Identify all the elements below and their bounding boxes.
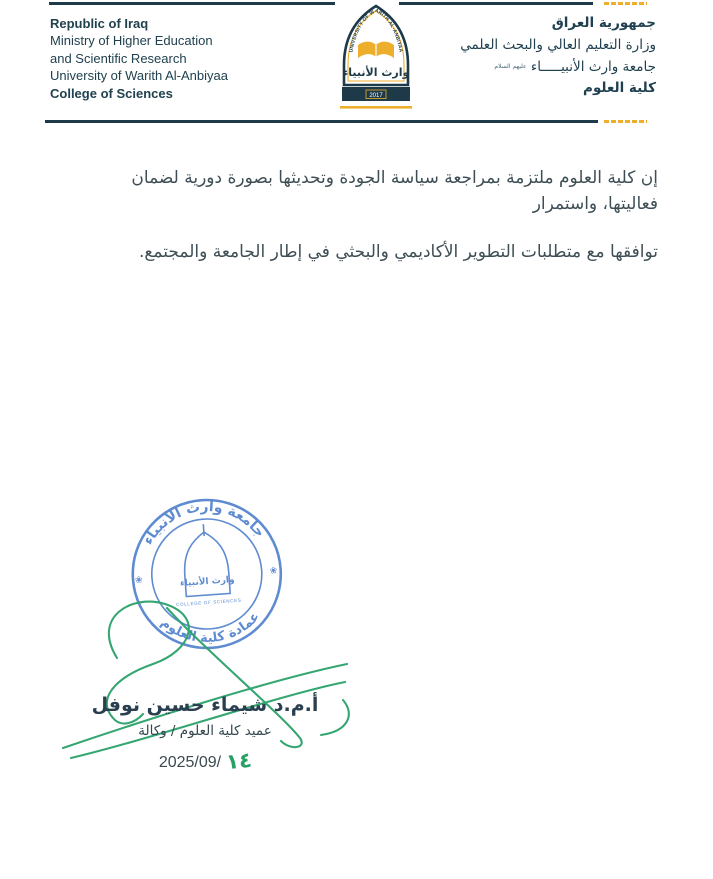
header-divider xyxy=(45,120,598,123)
body-line-2: توافقها مع متطلبات التطوير الأكاديمي والبحثي في إطار الجامعة والمجتمع. xyxy=(138,242,658,262)
university-ar: جامعة وارث الأنبيـــــاء عليهم السلام xyxy=(494,58,656,75)
ministry-ar: وزارة التعليم العالي والبحث العلمي xyxy=(460,36,656,53)
stamp-inner-calligraphy: وارث الأنبياء xyxy=(179,575,235,589)
date-line xyxy=(70,747,340,775)
college-en: College of Sciences xyxy=(50,85,173,101)
signatory-title: عميد كلية العلوم / وكالة xyxy=(138,723,272,739)
top-rule-left xyxy=(49,2,335,5)
stamp-minaret xyxy=(203,524,204,536)
college-ar: كلية العلوم xyxy=(583,80,656,97)
header-english xyxy=(50,15,228,102)
signatory-name: أ.م.د شيماء حسين نوفل xyxy=(91,694,319,716)
header-divider-gold-dash xyxy=(604,120,647,123)
stamp-center-text: COLLEGE OF SCIENCES xyxy=(175,597,242,608)
stamp-top-text: جامعة وارث الانبياء xyxy=(140,498,269,548)
country-en: Republic of Iraq xyxy=(50,16,149,31)
logo-arc-text: UNIVERSITY OF WARITH AL-ANBIYAA xyxy=(348,7,404,53)
university-logo-icon xyxy=(331,3,421,116)
top-rule-gold-dash xyxy=(604,2,647,5)
date-printed: 2025/09/ xyxy=(158,754,222,771)
ministry-en-1: Ministry of Higher Education xyxy=(50,33,213,49)
flower-icon: ❀ xyxy=(269,566,278,577)
header-arabic xyxy=(460,13,656,100)
date-handwritten-day: ١٤ xyxy=(224,747,253,775)
honorific-mark: عليهم السلام xyxy=(494,63,527,70)
country-ar: جمهورية العراق xyxy=(551,15,656,31)
signoff-block xyxy=(70,694,340,775)
logo-year: 2017 xyxy=(369,93,383,99)
body-paragraph xyxy=(73,165,658,287)
logo-gold-underline xyxy=(340,106,412,109)
ministry-en-2: and Scientific Research xyxy=(50,50,187,66)
university-en: University of Warith Al-Anbiyaa xyxy=(50,68,228,84)
body-line-1: إن كلية العلوم ملتزمة بمراجعة سياسة الجودة وتحديثها بصورة دورية لضمان فعاليتها، واستمرار xyxy=(131,168,658,214)
top-rule-right xyxy=(399,2,593,5)
logo-calligraphy: وارث الأنبياء xyxy=(342,66,410,79)
flower-icon: ❀ xyxy=(134,575,143,587)
stamp-bottom-text: عمادة كلية العلوم xyxy=(157,609,263,647)
